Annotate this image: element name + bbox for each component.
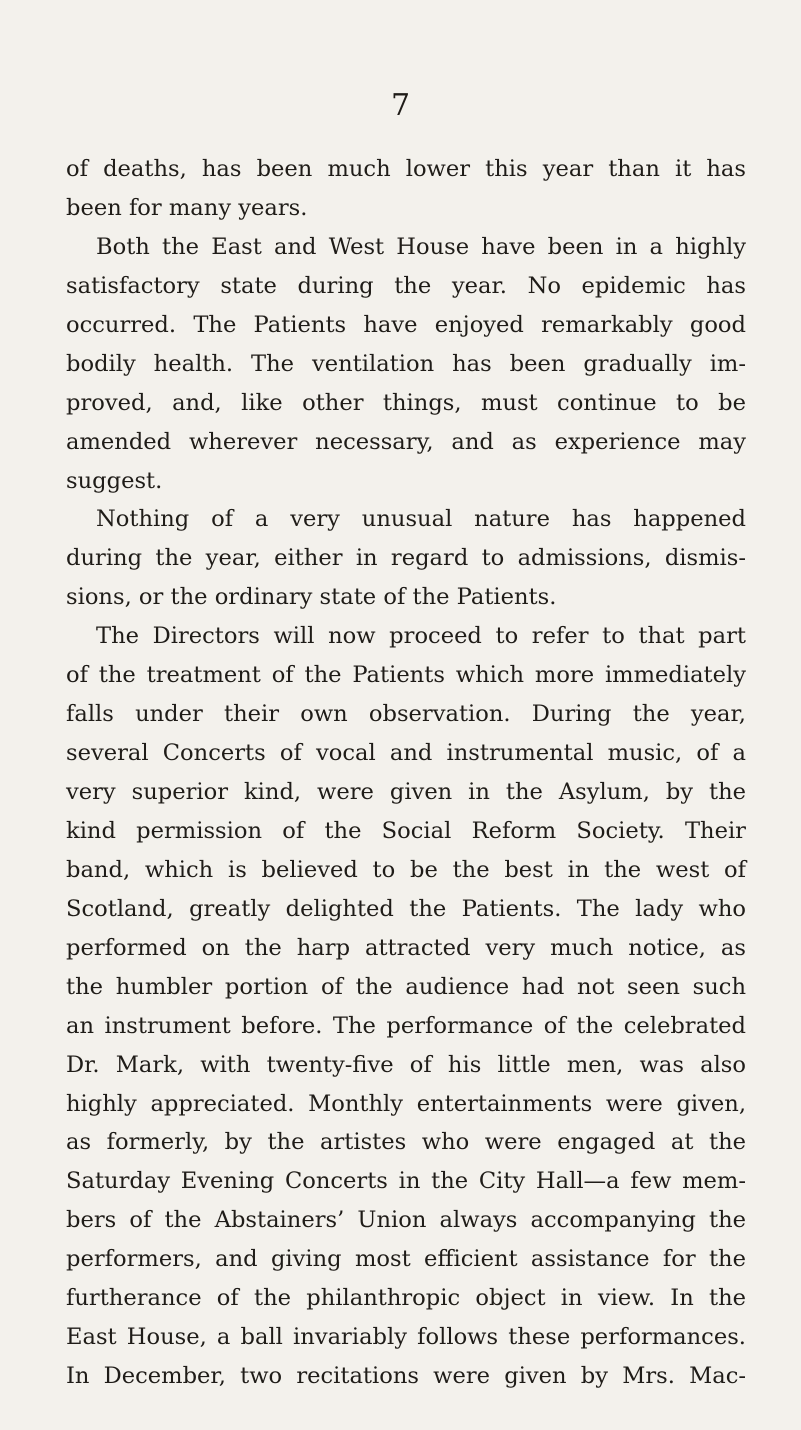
text-line: bodily health. The ventilation has been gradually im- bbox=[66, 350, 746, 377]
text-line: several Concerts of vocal and instrumental music, of a bbox=[66, 740, 746, 767]
text-line: suggest. bbox=[66, 467, 163, 494]
text-line: very superior kind, were given in the Asylum, by the bbox=[66, 779, 746, 805]
text-line: band, which is believed to be the best in the west of bbox=[66, 856, 746, 883]
text-line: Both the East and West House have been in a highly bbox=[96, 233, 746, 260]
text-line: Saturday Evening Concerts in the City Hall—a few mem- bbox=[66, 1168, 746, 1195]
text-line: proved, and, like other things, must continue to be bbox=[66, 389, 746, 416]
text-line: occurred. The Patients have enjoyed remarkably good bbox=[66, 311, 746, 338]
text-line: furtherance of the philanthropic object in view. In the bbox=[66, 1285, 746, 1312]
text-line: performed on the harp attracted very much notice, as bbox=[66, 934, 746, 961]
text-line: Nothing of a very unusual nature has happened bbox=[96, 506, 746, 533]
text-line: kind permission of the Social Reform Society. Their bbox=[66, 817, 746, 844]
text-line: East House, a ball invariably follows these performances. bbox=[66, 1324, 746, 1351]
text-line: of deaths, has been much lower this year than it has bbox=[66, 156, 746, 182]
body-text bbox=[66, 150, 746, 1396]
text-line: satisfactory state during the year. No epidemic has bbox=[66, 272, 746, 299]
page-number: 7 bbox=[390, 88, 411, 123]
text-line: performers, and giving most efficient assistance for the bbox=[66, 1246, 746, 1273]
text-line: In December, two recitations were given by Mrs. Mac- bbox=[66, 1363, 746, 1390]
text-line: Dr. Mark, with twenty-five of his little men, was also bbox=[66, 1051, 746, 1078]
text-line: the humbler portion of the audience had not seen such bbox=[66, 973, 746, 1000]
text-line: The Directors will now proceed to refer to that part bbox=[96, 623, 746, 650]
text-line: of the treatment of the Patients which more immediately bbox=[66, 662, 746, 689]
text-line: sions, or the ordinary state of the Patients. bbox=[66, 584, 557, 611]
text-line: as formerly, by the artistes who were engaged at the bbox=[66, 1129, 746, 1156]
text-line: amended wherever necessary, and as experience may bbox=[66, 428, 746, 455]
text-line: falls under their own observation. During the year, bbox=[66, 701, 746, 728]
text-line: highly appreciated. Monthly entertainments were given, bbox=[66, 1090, 746, 1117]
text-line: an instrument before. The performance of the celebrated bbox=[66, 1012, 746, 1039]
text-line: during the year, either in regard to admissions, dismis- bbox=[66, 545, 746, 572]
text-line: been for many years. bbox=[66, 194, 308, 221]
text-line: Scotland, greatly delighted the Patients. The lady who bbox=[66, 895, 746, 922]
text-line: bers of the Abstainers’ Union always accompanying the bbox=[66, 1207, 746, 1234]
